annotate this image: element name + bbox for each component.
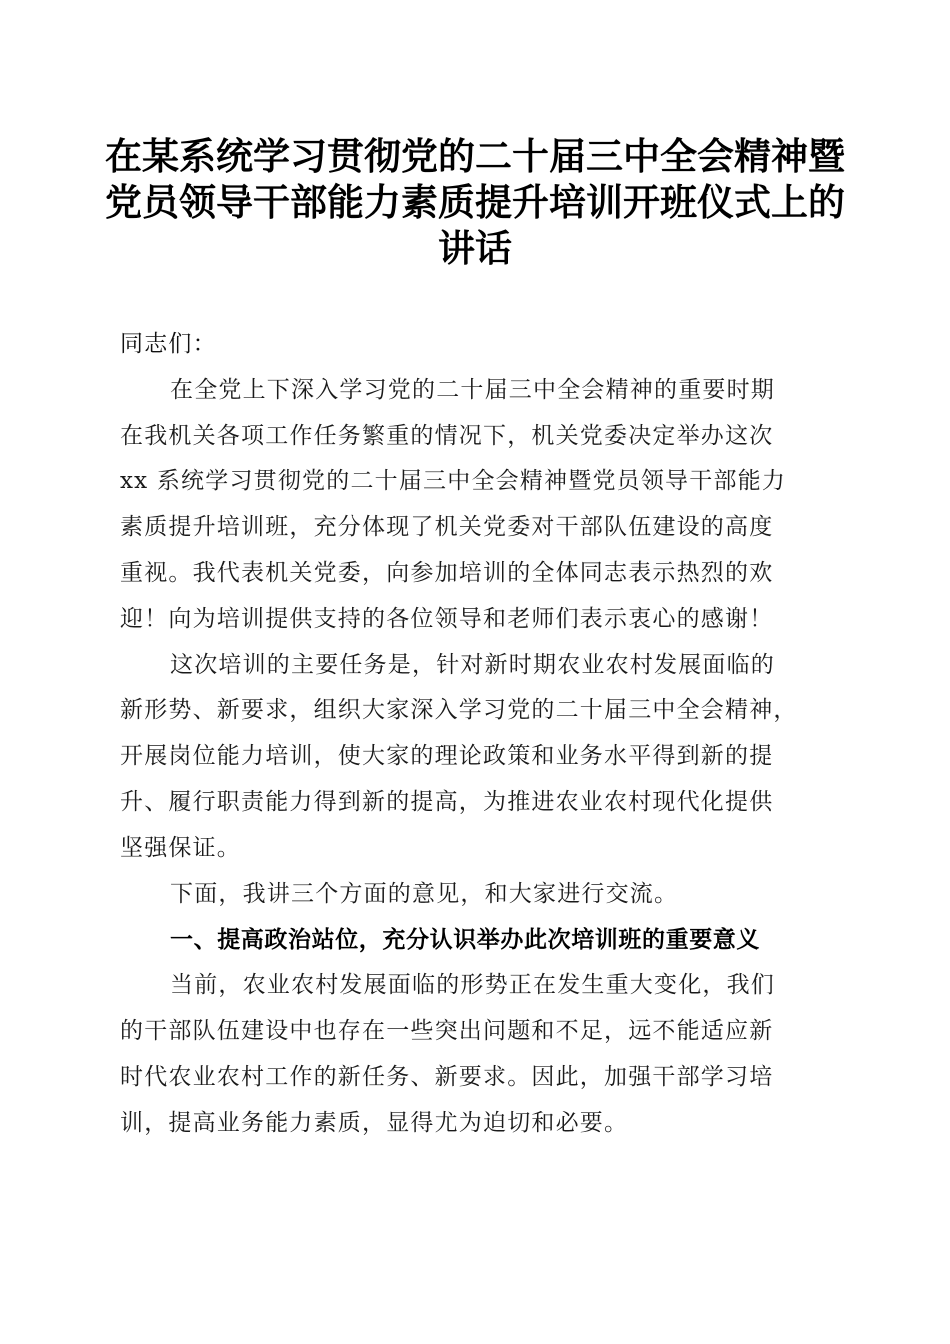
section-1-paragraph-line-4: 训，提高业务能力素质，显得尤为迫切和必要。 [120, 1109, 629, 1136]
paragraph-2-line-3: 开展岗位能力培训，使大家的理论政策和业务水平得到新的提 [120, 743, 774, 770]
paragraph-3-line-1: 下面，我讲三个方面的意见，和大家进行交流。 [170, 880, 679, 907]
paragraph-1-line-2: 在我机关各项工作任务繁重的情况下，机关党委决定举办这次 [120, 422, 774, 449]
paragraph-2-line-4: 升、履行职责能力得到新的提高，为推进农业农村现代化提供 [120, 788, 774, 815]
paragraph-2 [120, 643, 830, 872]
paragraph-3 [120, 872, 830, 918]
title-line-3: 讲话 [438, 226, 512, 270]
paragraph-1-line-1: 在全党上下深入学习党的二十届三中全会精神的重要时期 [170, 376, 775, 403]
paragraph-2-line-1: 这次培训的主要任务是，针对新时期农业农村发展面临的 [170, 651, 775, 678]
paragraph-1-line-5: 重视。我代表机关党委，向参加培训的全体同志表示热烈的欢 [120, 559, 774, 586]
section-heading-1: 一、提高政治站位，充分认识举办此次培训班的重要意义 [170, 926, 760, 954]
section-1-paragraph-line-1: 当前，农业农村发展面临的形势正在发生重大变化，我们 [170, 972, 775, 999]
paragraph-1-line-6: 迎！向为培训提供支持的各位领导和老师们表示衷心的感谢！ [120, 605, 774, 632]
document-body [120, 322, 830, 1146]
section-1-paragraph-line-2: 的干部队伍建设中也存在一些突出问题和不足，远不能适应新 [120, 1017, 774, 1044]
paragraph-1 [120, 368, 830, 643]
document-title [100, 133, 850, 271]
paragraph-1-line-3: xx 系统学习贯彻党的二十届三中全会精神暨党员领导干部能力 [120, 468, 787, 495]
paragraph-1-line-4: 素质提升培训班，充分体现了机关党委对干部队伍建设的高度 [120, 514, 774, 541]
salutation: 同志们： [120, 331, 217, 357]
section-1-paragraph [120, 963, 830, 1146]
paragraph-2-line-2: 新形势、新要求，组织大家深入学习党的二十届三中全会精神， [120, 697, 798, 724]
section-1-paragraph-line-3: 时代农业农村工作的新任务、新要求。因此，加强干部学习培 [120, 1063, 774, 1090]
title-line-1: 在某系统学习贯彻党的二十届三中全会精神暨 [105, 134, 845, 178]
title-line-2: 党员领导干部能力素质提升培训开班仪式上的 [105, 180, 845, 224]
paragraph-2-line-5: 坚强保证。 [120, 834, 241, 861]
